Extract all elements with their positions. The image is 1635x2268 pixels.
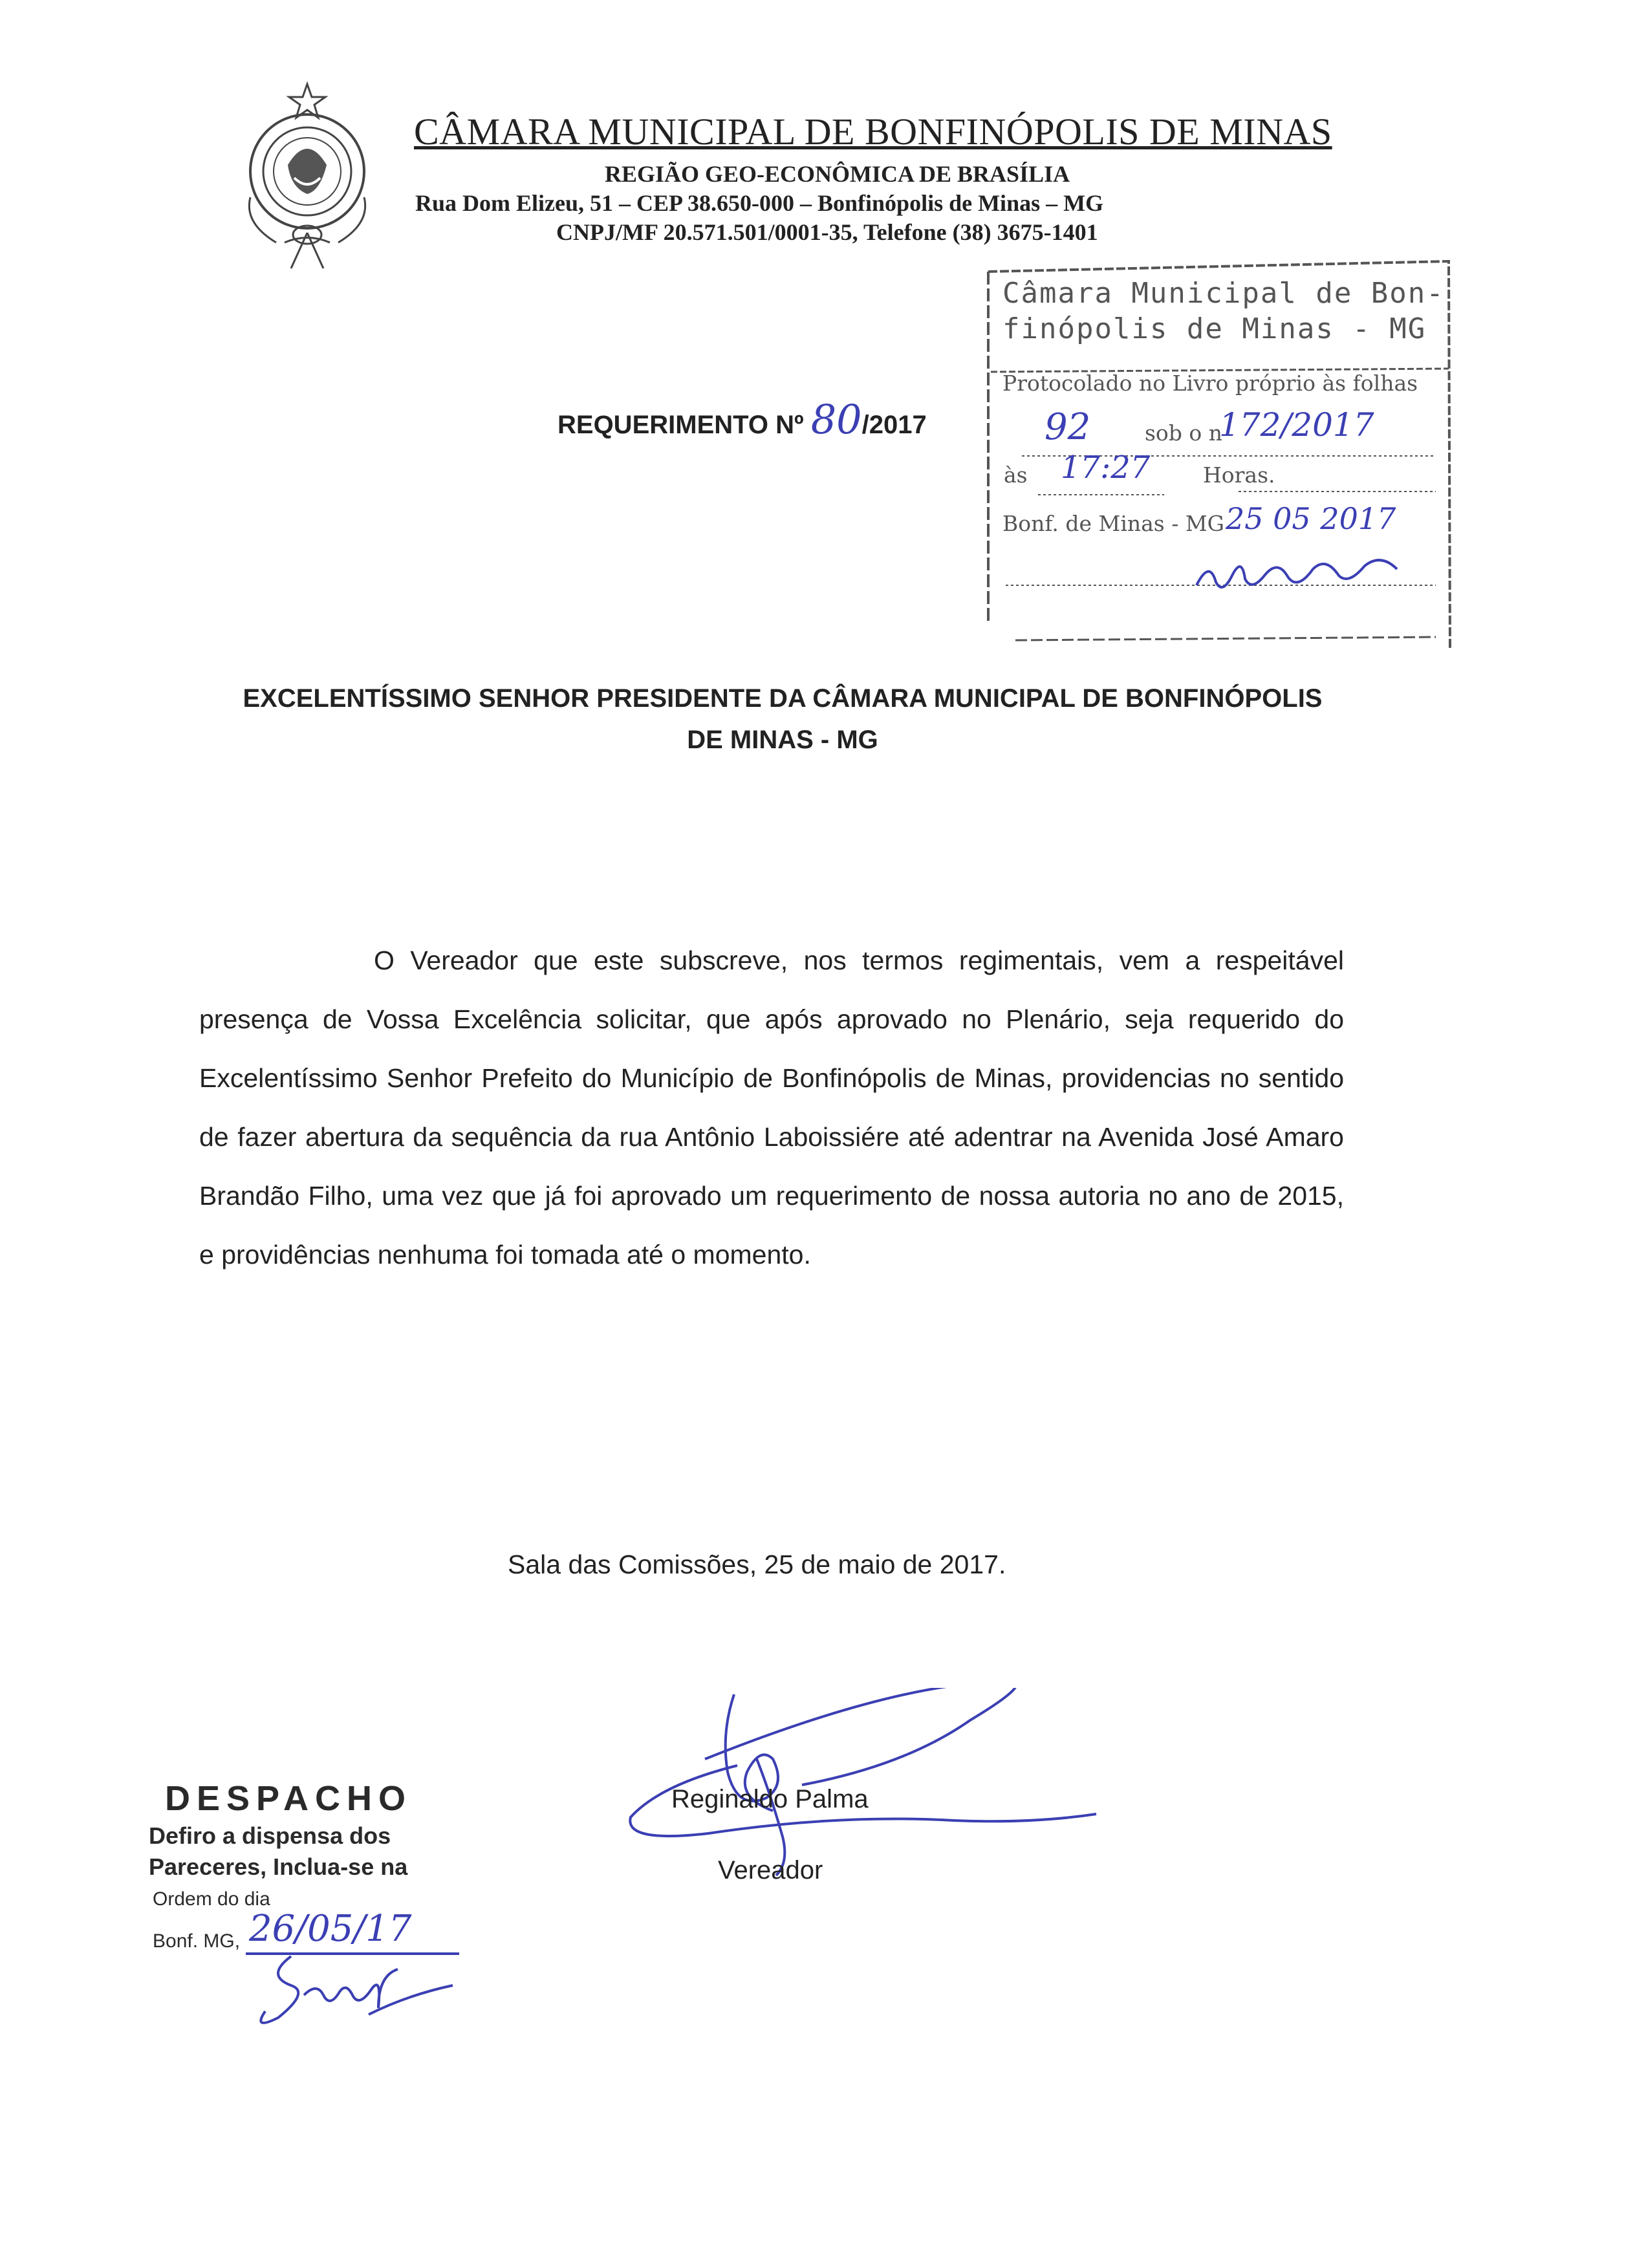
signatory-role: Vereador xyxy=(718,1856,823,1885)
letterhead-contact: CNPJ/MF 20.571.501/0001-35, Telefone (38) 3675-1401 xyxy=(556,219,1098,245)
stamp-sob-label: sob o n xyxy=(1145,420,1223,446)
despacho-line-2: Pareceres, Inclua-se na xyxy=(149,1853,408,1880)
addressee-line-1: EXCELENTÍSSIMO SENHOR PRESIDENTE DA CÂMARA MUNICIPAL DE BONFINÓPOLIS xyxy=(243,684,1323,713)
despacho-signature xyxy=(252,1950,459,2034)
stamp-folhas-value: 92 xyxy=(1045,406,1091,448)
letterhead-title: CÂMARA MUNICIPAL DE BONFINÓPOLIS DE MINAS xyxy=(414,111,1332,153)
stamp-horas-label: Horas. xyxy=(1203,462,1275,488)
stamp-data-value: 25 05 2017 xyxy=(1226,501,1396,536)
stamp-as-label: às xyxy=(1004,462,1028,488)
requerimento-suffix: /2017 xyxy=(861,411,927,439)
letterhead-region: REGIÃO GEO-ECONÔMICA DE BRASÍLIA xyxy=(605,161,1070,187)
despacho-title: DESPACHO xyxy=(165,1779,413,1818)
despacho-date: 26/05/17 xyxy=(249,1908,412,1950)
requerimento-title xyxy=(558,396,927,443)
date-line: Sala das Comissões, 25 de maio de 2017. xyxy=(508,1550,1006,1579)
despacho-line-4: Bonf. MG, xyxy=(153,1930,241,1952)
addressee-line-2: DE MINAS - MG xyxy=(687,726,878,754)
signatory-name: Reginaldo Palma xyxy=(671,1785,869,1813)
body-paragraph-block xyxy=(199,931,1344,1284)
stamp-line-3: Protocolado no Livro próprio às folhas xyxy=(1002,371,1418,396)
stamp-numero-value: 172/2017 xyxy=(1219,406,1374,444)
requerimento-prefix: REQUERIMENTO Nº xyxy=(558,411,804,439)
despacho-line-3: Ordem do dia xyxy=(153,1888,270,1910)
stamp-line-2: finópolis de Minas - MG xyxy=(1002,312,1427,345)
stamp-hora-value: 17:27 xyxy=(1061,449,1151,486)
stamp-line-1: Câmara Municipal de Bon- xyxy=(1002,277,1445,310)
body-paragraph: O Vereador que este subscreve, nos termos regimentais, vem a respeitável presença de Vossa Excelência solicitar, que após aprovado no Plenário, seja requerido do Excelentíssimo Senhor Prefeito do Município de Bonfinópolis de Minas, providencias no sentido de fazer abertura da sequência da rua Antônio Laboissiére até adentrar na Avenida José Amaro Brandão Filho, uma vez que já foi aprovado um requerimento de nossa autoria no ano de 2015, e providências nenhuma foi tomada até o momento. xyxy=(199,945,1344,1269)
addressee-block xyxy=(200,678,1365,761)
municipal-seal-logo xyxy=(223,81,391,275)
requerimento-number: 80 xyxy=(810,396,862,443)
stamp-bonf-label: Bonf. de Minas - MG xyxy=(1002,511,1225,536)
despacho-line-1: Defiro a dispensa dos xyxy=(149,1822,391,1849)
stamp-initials-signature xyxy=(1190,550,1410,595)
letterhead-address: Rua Dom Elizeu, 51 – CEP 38.650-000 – Bonfinópolis de Minas – MG xyxy=(415,190,1104,216)
